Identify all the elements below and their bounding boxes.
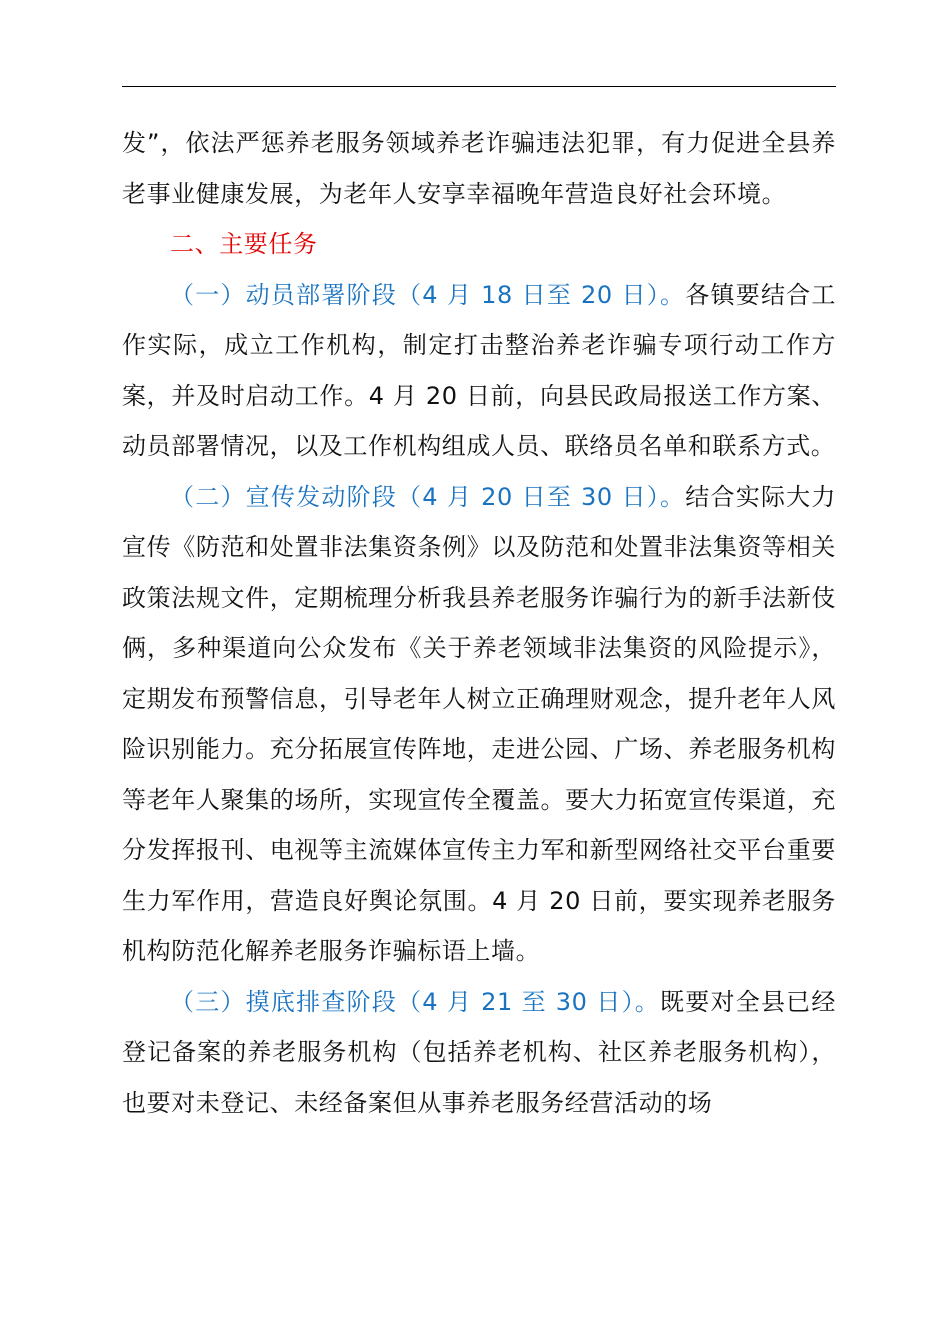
intro-paragraph: 发”，依法严惩养老服务领域养老诈骗违法犯罪，有力促进全县养老事业健康发展，为老年人安享幸福晚年营造良好社会环境。 xyxy=(122,129,836,208)
task-item-3-title: （三）摸底排查阶段（4 月 21 至 30 日）。 xyxy=(170,987,661,1016)
header-rule xyxy=(122,86,836,87)
task-item-2-title: （二）宣传发动阶段（4 月 20 日至 30 日）。 xyxy=(170,482,686,511)
task-item-2 xyxy=(122,472,836,977)
task-item-1 xyxy=(122,270,836,472)
task-item-1-title: （一）动员部署阶段（4 月 18 日至 20 日）。 xyxy=(170,280,686,309)
section-heading: 二、主要任务 xyxy=(170,230,318,258)
task-item-2-body: 结合实际大力宣传《防范和处置非法集资条例》以及防范和处置非法集资等相关政策法规文件，定期梳理分析我县养老服务诈骗行为的新手法新伎俩，多种渠道向公众发布《关于养老领域非法集资的风险提示》，定期发布预警信息，引导老年人树立正确理财观念，提升老年人风险识别能力。充分拓展宣传阵地，走进公园、广场、养老服务机构等老年人聚集的场所，实现宣传全覆盖。要大力拓宽宣传渠道，充分发挥报刊、电视等主流媒体宣传主力军和新型网络社交平台重要生力军作用，营造良好舆论氛围。4 月 20 日前，要实现养老服务机构防范化解养老服务诈骗标语上墙。 xyxy=(122,482,836,965)
task-item-3-body: 既要对全县已经登记备案的养老服务机构（包括养老机构、社区养老服务机构），也要对未登记、未经备案但从事养老服务经营活动的场 xyxy=(122,987,836,1117)
task-item-3 xyxy=(122,977,836,1129)
task-item-1-body: 各镇要结合工作实际，成立工作机构，制定打击整治养老诈骗专项行动工作方案，并及时启动工作。4 月 20 日前，向县民政局报送工作方案、动员部署情况，以及工作机构组成人员、联络员名单和联系方式。 xyxy=(122,280,836,460)
document-body xyxy=(122,118,836,1128)
